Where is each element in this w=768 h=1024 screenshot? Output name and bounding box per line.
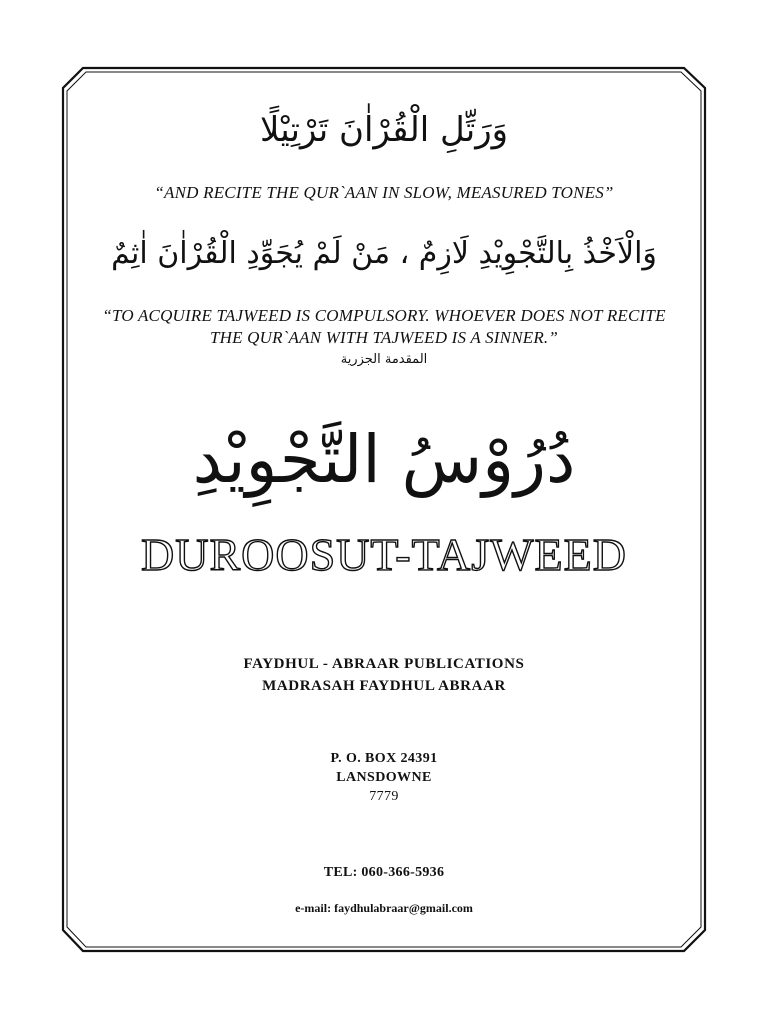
publisher-name: FAYDHUL - ABRAAR PUBLICATIONS: [243, 656, 525, 672]
email-address: e-mail: faydhulabraar@gmail.com: [295, 901, 473, 915]
saying-source: المقدمة الجزرية: [340, 352, 428, 367]
latin-title: DUROOSUT-TAJWEED: [141, 529, 627, 580]
saying-translation-line-1: “TO ACQUIRE TAJWEED IS COMPULSORY. WHOEVER DOES NOT RECITE: [102, 306, 666, 325]
saying-translation-line-2: THE QUR`AAN WITH TAJWEED IS A SINNER.”: [209, 328, 559, 347]
address-po-box: P. O. BOX 24391: [330, 751, 438, 766]
quran-verse-arabic: وَرَتِّلِ الْقُرْاٰنَ تَرْتِيْلًا: [259, 110, 509, 150]
telephone: TEL: 060-366-5936: [323, 865, 445, 880]
madrasah-name: MADRASAH FAYDHUL ABRAAR: [262, 678, 506, 694]
address-town: LANSDOWNE: [336, 770, 432, 785]
cover-content: [70, 70, 698, 950]
quran-verse-translation: “AND RECITE THE QUR`AAN IN SLOW, MEASURED TONES”: [154, 183, 614, 202]
address-postal-code: 7779: [369, 789, 399, 804]
arabic-title: دُرُوْسُ التَّجْوِيْدِ: [192, 421, 576, 498]
saying-arabic: وَالْاَخْذُ بِالتَّجْوِيْدِ لَازِمٌ ، مَنْ لَمْ يُجَوِّدِ الْقُرْاٰنَ اٰثِمٌ: [111, 236, 657, 271]
